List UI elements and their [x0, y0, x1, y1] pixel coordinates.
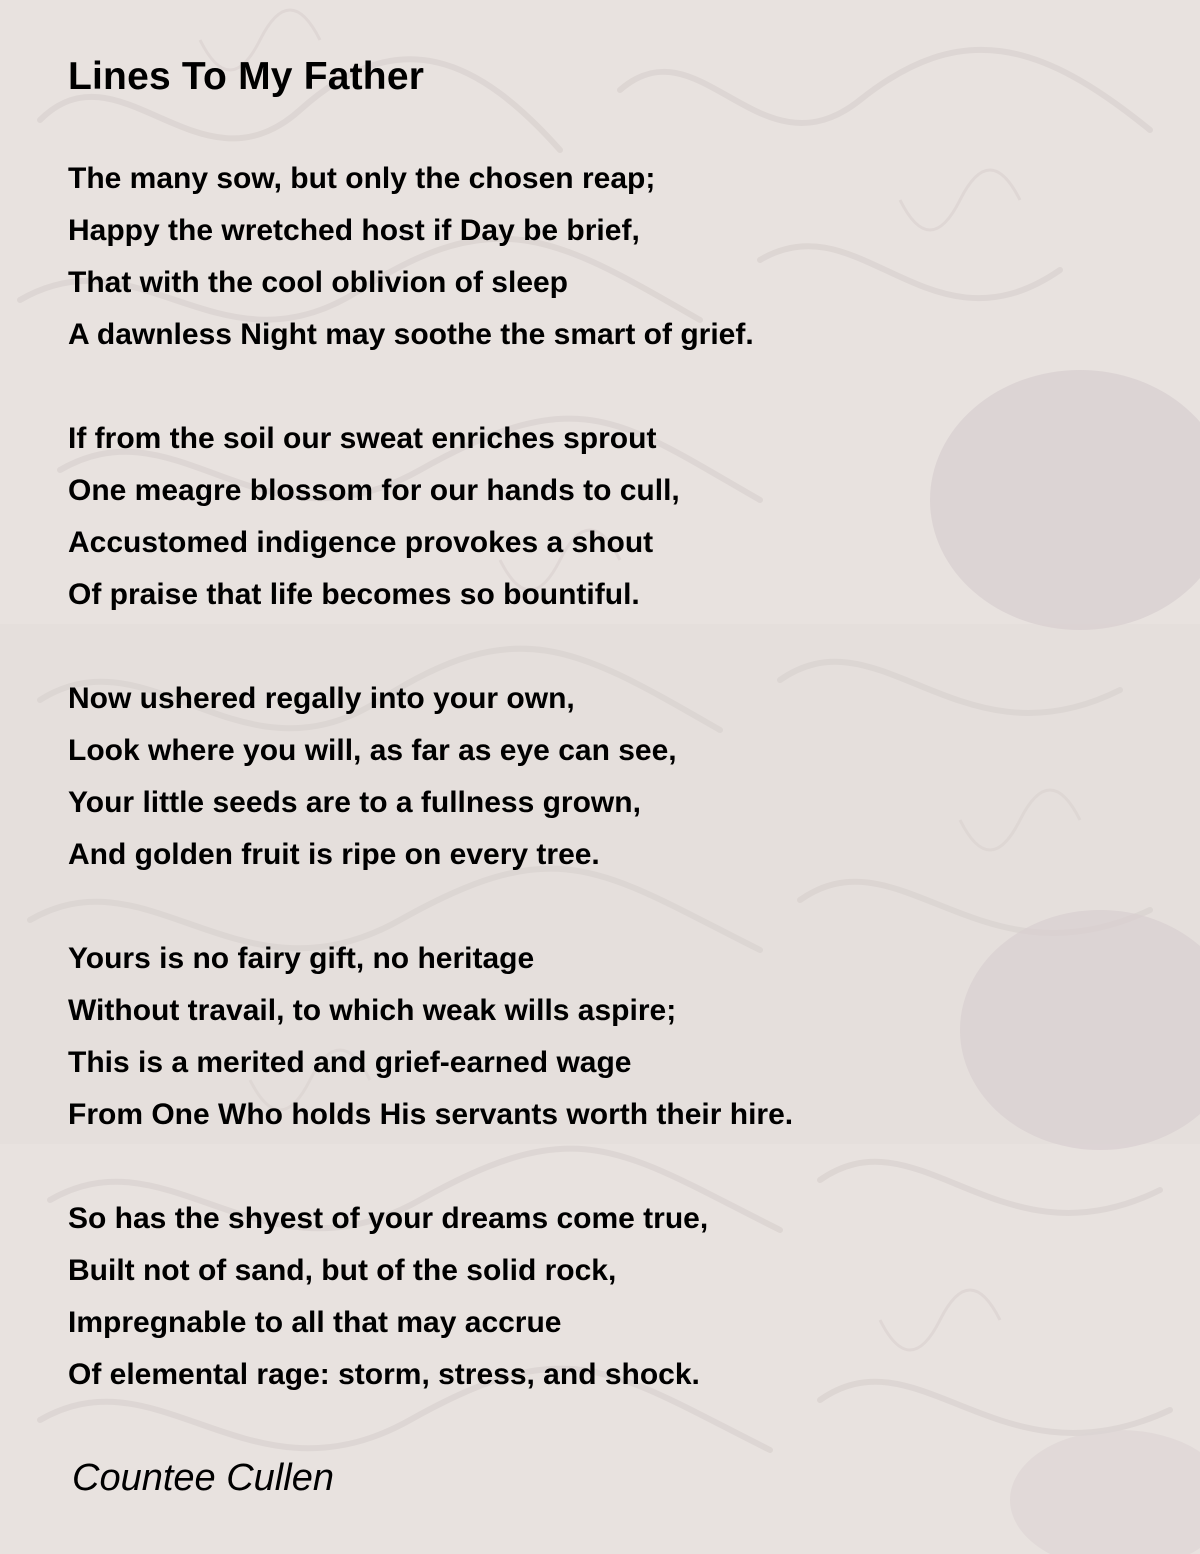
poem-body — [68, 153, 1168, 1453]
poem-line: Yours is no fairy gift, no heritage — [68, 942, 535, 975]
poem-line: Now ushered regally into your own, — [68, 682, 575, 715]
poem-line: One meagre blossom for our hands to cull, — [68, 474, 680, 507]
poem-line: Of elemental rage: storm, stress, and shock. — [68, 1358, 700, 1391]
stanza-2 — [68, 413, 1168, 621]
poem-line: This is a merited and grief-earned wage — [68, 1046, 632, 1079]
poem-line: Happy the wretched host if Day be brief, — [68, 214, 640, 247]
poem-line: So has the shyest of your dreams come true, — [68, 1202, 709, 1235]
stanza-3 — [68, 673, 1168, 881]
poem-author: Countee Cullen — [72, 1457, 334, 1499]
poem-line: Accustomed indigence provokes a shout — [68, 526, 654, 559]
poem-line: From One Who holds His servants worth their hire. — [68, 1098, 794, 1131]
poem-line: The many sow, but only the chosen reap; — [68, 162, 656, 195]
poem-line: Look where you will, as far as eye can see, — [68, 734, 677, 767]
poem-line: A dawnless Night may soothe the smart of grief. — [68, 318, 754, 351]
stanza-4 — [68, 933, 1168, 1141]
poem-line: And golden fruit is ripe on every tree. — [68, 838, 600, 871]
stanza-1 — [68, 153, 1168, 361]
poem-line: Impregnable to all that may accrue — [68, 1306, 562, 1339]
poem-line: Of praise that life becomes so bountiful. — [68, 578, 640, 611]
poem-title: Lines To My Father — [68, 55, 425, 98]
poem-line: If from the soil our sweat enriches sprout — [68, 422, 657, 455]
poem-line: Built not of sand, but of the solid rock, — [68, 1254, 617, 1287]
poem-line: Your little seeds are to a fullness grown, — [68, 786, 641, 819]
poem-line: Without travail, to which weak wills aspire; — [68, 994, 677, 1027]
stanza-5 — [68, 1193, 1168, 1401]
poem-line: That with the cool oblivion of sleep — [68, 266, 569, 299]
